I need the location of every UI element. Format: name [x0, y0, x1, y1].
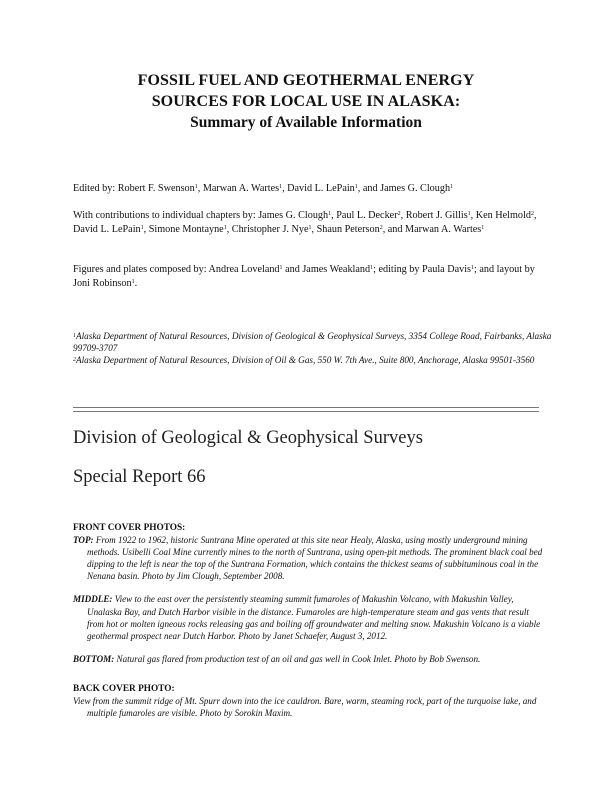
- separator: ,: [311, 223, 317, 235]
- affiliation-marker: 1: [279, 184, 283, 190]
- affiliation-marker: 2: [379, 224, 383, 231]
- separator: , and: [357, 183, 381, 194]
- separator: ,: [533, 210, 537, 221]
- separator: ,: [226, 223, 232, 235]
- credit-prefix: Edited by:: [73, 183, 118, 194]
- affiliation-marker: 2: [73, 357, 76, 363]
- person-name: Marwan A. Wartes: [405, 223, 482, 235]
- subtitle: Summary of Available Information: [190, 114, 422, 131]
- caption-label: MIDDLE:: [73, 594, 113, 605]
- credit-prefix: Figures and plates composed by:: [73, 264, 209, 275]
- affiliation-marker: 1: [223, 224, 227, 231]
- report-number: Special Report 66: [73, 467, 206, 487]
- affiliation-marker: 2: [530, 211, 534, 217]
- caption-text: View to the east over the persistently steaming summit fumaroles of Makushin Volcano, with Makushin Valley, Unalaska Bay, and Dutch Harbor visible in the distance. Fumaroles are high-temperature steam and gas vents that result from hot or molten igneous rocks releasing gas and boiling off groundwater and melting snow. Makushin Volcano is a viable geothermal prospect near Dutch Harbor. Photo by Janet Schaefer, August 3, 2012.: [87, 594, 541, 641]
- person-name: James Weakland: [302, 264, 371, 275]
- report-title: [0, 70, 612, 134]
- edited-by: [73, 182, 543, 196]
- affiliation-marker: 1: [481, 224, 485, 231]
- affiliation-marker: 1: [140, 224, 144, 231]
- title-line-2: SOURCES FOR LOCAL USE IN ALASKA:: [151, 93, 461, 110]
- person-name: Simone Montayne: [148, 223, 224, 235]
- caption-text: Natural gas flared from production test of an oil and gas well in Cook Inlet. Photo by Bob Swenson.: [114, 653, 481, 664]
- person-name: Robert F. Swenson: [117, 183, 195, 194]
- affiliation-marker: 1: [354, 184, 358, 190]
- caption-label: BOTTOM:: [73, 653, 115, 664]
- figures-credits: [73, 263, 543, 290]
- front-cover-photos: [73, 522, 543, 665]
- person-name: David L. LePain: [287, 183, 355, 194]
- back-cover-caption: View from the summit ridge of Mt. Spurr down into the ice cauldron. Bare, warm, steaming rock, part of the turquoise lake, and multiple fumaroles are visible. Photo by Sorokin Maxim.: [73, 696, 537, 719]
- person-name: Shaun Peterson: [316, 223, 380, 235]
- separator: ,: [331, 210, 337, 221]
- person-name: Paul L. Decker: [336, 210, 398, 221]
- separator: , and: [382, 223, 406, 235]
- separator: ; and layout by: [474, 264, 535, 275]
- separator: ; editing by: [373, 264, 423, 275]
- affiliation-text: Alaska Department of Natural Resources, Division of Oil & Gas, 550 W. 7th Ave., Suite 800, Anchorage, Alaska 99501-3560: [76, 355, 535, 365]
- separator: ,: [470, 210, 476, 221]
- affiliation-marker: 1: [73, 333, 76, 339]
- separator: and: [282, 264, 303, 275]
- divider-rule: [73, 411, 539, 412]
- front-cover-heading: FRONT COVER PHOTOS:: [73, 523, 186, 533]
- affiliation-marker: 1: [467, 211, 471, 217]
- caption-bottom: [73, 653, 543, 665]
- person-name: Paula Davis: [422, 264, 471, 275]
- affiliation-marker: 1: [131, 278, 135, 285]
- affiliation-marker: 1: [471, 265, 474, 271]
- person-name: Ken Helmold: [475, 210, 531, 221]
- separator: ,: [400, 210, 406, 221]
- person-name: Christopher J. Nye: [231, 223, 309, 235]
- separator: .: [134, 277, 138, 289]
- affiliation-marker: 1: [370, 265, 374, 271]
- caption-text: From 1922 to 1962, historic Suntrana Mine operated at this site near Healy, Alaska, using mostly underground mining methods. Usibelli Coal Mine currently mines to the north of Suntrana, using open-pit methods. The prominent black coal bed dipping to the left is near the top of the Suntrana Formation, which contains the thickest seams of subbituminous coal in the Nenana basin. Photo by Jim Clough, September 2008.: [87, 535, 543, 582]
- credit-prefix: With contributions to individual chapters by:: [73, 210, 259, 221]
- affiliation-1: [73, 331, 553, 354]
- affiliation-marker: 1: [194, 184, 198, 190]
- separator: ,: [143, 223, 149, 235]
- person-name: Robert J. Gillis: [405, 210, 468, 221]
- person-name: Joni Robinson: [73, 277, 132, 289]
- caption-middle: [73, 593, 543, 641]
- affiliation-marker: 2: [397, 211, 401, 217]
- affiliation-marker: 1: [279, 265, 283, 271]
- affiliation-text: Alaska Department of Natural Resources, Division of Geological & Geophysical Surveys, 3354 College Road, Fairbanks, Alaska 99709-3707: [73, 331, 552, 353]
- person-name: James G. Clough: [258, 210, 329, 221]
- title-line-1: FOSSIL FUEL AND GEOTHERMAL ENERGY: [137, 72, 475, 89]
- caption-top: [73, 534, 543, 582]
- caption-label: TOP:: [73, 535, 94, 546]
- person-name: Andrea Loveland: [208, 264, 280, 275]
- affiliation-marker: 1: [308, 224, 312, 231]
- person-name: James G. Clough: [380, 183, 451, 194]
- back-cover-photo: [73, 683, 543, 719]
- separator: ,: [197, 183, 203, 194]
- affiliation-marker: 1: [328, 211, 332, 217]
- person-name: David L. LePain: [73, 223, 141, 235]
- contributors: [73, 209, 543, 236]
- affiliation-marker: 1: [450, 184, 454, 190]
- back-cover-heading: BACK COVER PHOTO:: [73, 684, 175, 694]
- person-name: Marwan A. Wartes: [202, 183, 280, 194]
- divider-rule: [73, 407, 539, 408]
- separator: ,: [282, 183, 288, 194]
- affiliation-2: [73, 355, 553, 367]
- division-name: Division of Geological & Geophysical Surveys: [73, 428, 423, 448]
